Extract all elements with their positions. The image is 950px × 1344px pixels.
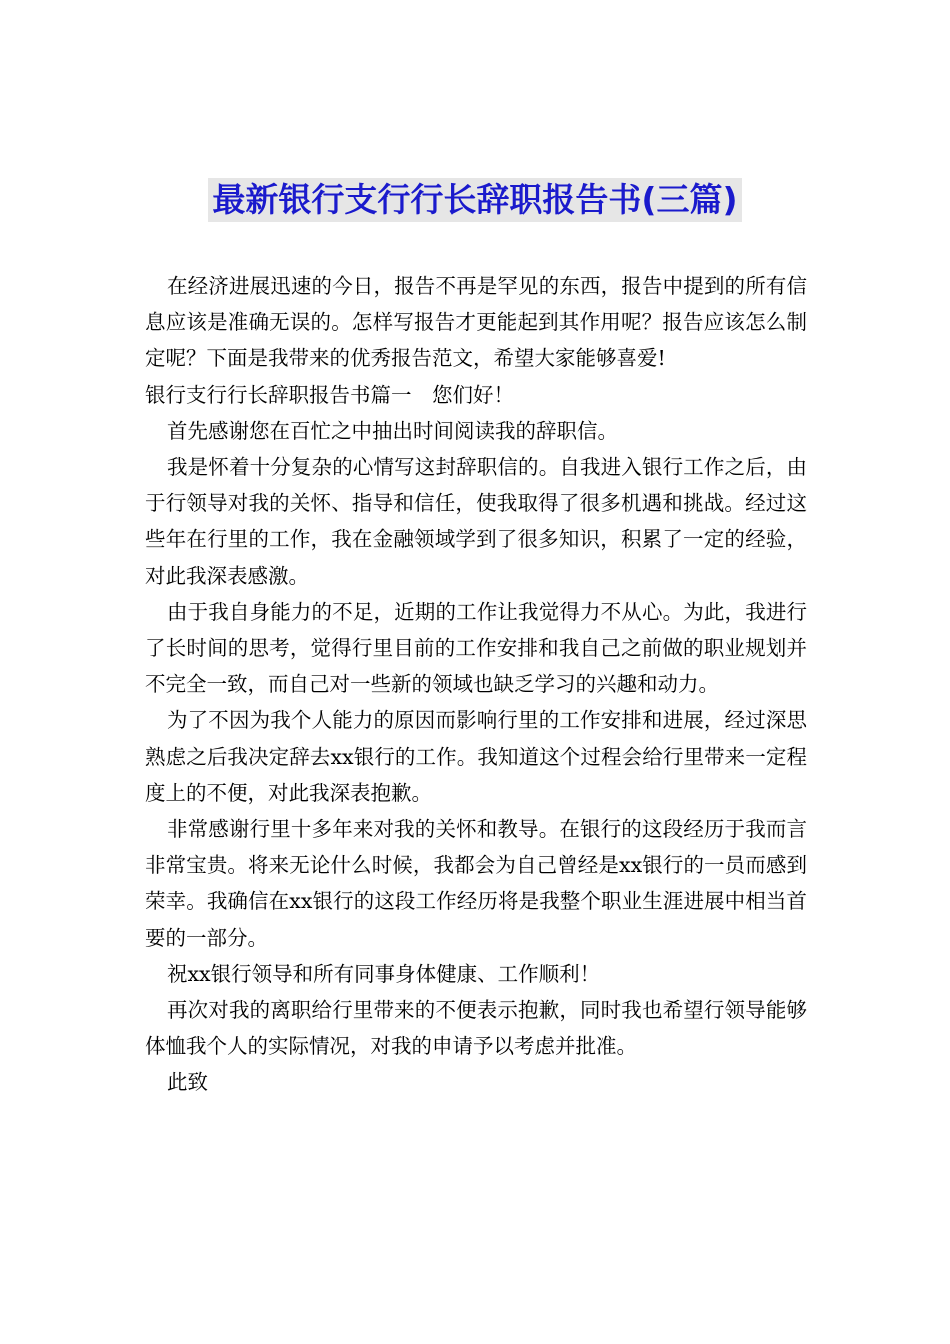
paragraph-reason: 由于我自身能力的不足，近期的工作让我觉得力不从心。为此，我进行了长时间的思考，觉得行里目前的工作安排和我自己之前做的职业规划并不完全一致，而自己对一些新的领域也缺乏学习的兴趣和动力。	[145, 599, 807, 697]
paragraph-wishes: 祝xx银行领导和所有同事身体健康、工作顺利！	[167, 961, 601, 986]
document-title: 最新银行支行行长辞职报告书(三篇)	[208, 178, 741, 222]
paragraph-apology: 再次对我的离职给行里带来的不便表示抱歉，同时我也希望行领导能够体恤我个人的实际情况，对我的申请予以考虑并批准。	[145, 998, 807, 1059]
paragraph-thanks: 首先感谢您在百忙之中抽出时间阅读我的辞职信。	[167, 418, 618, 443]
paragraph-intro: 在经济进展迅速的今日，报告不再是罕见的东西，报告中提到的所有信息应该是准确无误的。怎样写报告才更能起到其作用呢？报告应该怎么制定呢？下面是我带来的优秀报告范文，希望大家能够喜爱!	[145, 274, 807, 371]
paragraph-closing: 此致	[167, 1070, 208, 1095]
paragraph-section-heading: 银行支行行长辞职报告书篇一 您们好！	[145, 382, 514, 407]
paragraph-feelings: 我是怀着十分复杂的心情写这封辞职信的。自我进入银行工作之后，由于行领导对我的关怀、指导和信任，使我取得了很多机遇和挑战。经过这些年在行里的工作，我在金融领域学到了很多知识，积累了一定的经验，对此我深表感激。	[145, 455, 807, 588]
title-container	[0, 178, 950, 222]
paragraph-decision: 为了不因为我个人能力的原因而影响行里的工作安排和进展，经过深思熟虑之后我决定辞去xx银行的工作。我知道这个过程会给行里带来一定程度上的不便，对此我深表抱歉。	[145, 708, 807, 805]
paragraph-gratitude: 非常感谢行里十多年来对我的关怀和教导。在银行的这段经历于我而言非常宝贵。将来无论什么时候，我都会为自己曾经是xx银行的一员而感到荣幸。我确信在xx银行的这段工作经历将是我整个职业生涯进展中相当首要的一部分。	[145, 817, 807, 950]
document-body	[145, 268, 807, 1101]
